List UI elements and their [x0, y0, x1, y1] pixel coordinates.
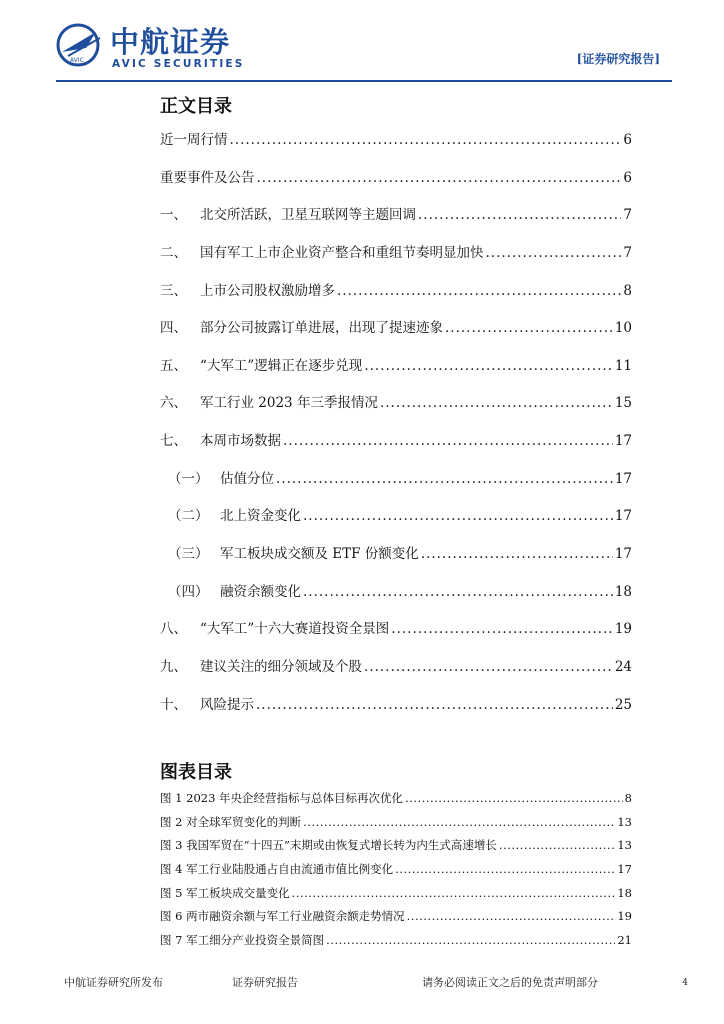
table-of-contents — [160, 128, 632, 730]
toc-entry-title: 国有军工上市企业资产整合和重组节奏明显加快 — [200, 244, 484, 261]
toc-entry-title: “大军工”十六大赛道投资全景图 — [200, 621, 390, 638]
dot-leader — [276, 471, 613, 487]
toc-entry[interactable] — [160, 542, 632, 580]
dot-leader — [364, 358, 613, 374]
toc-entry-title: “大军工”逻辑正在逐步兑现 — [200, 357, 363, 374]
toc-entry-number: （三） — [168, 546, 209, 563]
dot-leader — [256, 697, 613, 713]
figure-entry[interactable] — [160, 908, 632, 932]
figure-entry-page: 13 — [617, 814, 632, 829]
figure-entry-label: 图 3 我国军贸在“十四五”末期或由恢复式增长转为内生式高速增长 — [160, 838, 497, 853]
toc-entry-number: 六、 — [160, 395, 187, 412]
page-number: 4 — [682, 978, 688, 988]
toc-entry-page: 8 — [623, 282, 632, 299]
toc-entry-page: 6 — [623, 132, 632, 148]
toc-entry-title: 融资余额变化 — [220, 583, 301, 600]
figure-entry-page: 18 — [617, 885, 632, 900]
dot-leader — [326, 933, 615, 947]
toc-entry-number: 八、 — [160, 621, 187, 638]
figure-entry[interactable] — [160, 861, 632, 885]
figure-entry[interactable] — [160, 885, 632, 909]
figure-entry-label: 图 4 军工行业陆股通占自由流通市值比例变化 — [160, 862, 394, 877]
toc-entry-title: 重要事件及公告 — [160, 169, 255, 186]
dot-leader — [283, 433, 613, 449]
toc-entry-title: 上市公司股权激励增多 — [200, 282, 335, 299]
toc-entry[interactable] — [160, 504, 632, 542]
figure-entry-label: 图 1 2023 年央企经营指标与总体目标再次优化 — [160, 791, 404, 805]
dot-leader — [303, 508, 613, 524]
toc-entry-title: 北上资金变化 — [220, 508, 301, 525]
toc-entry-number: 二、 — [160, 244, 187, 261]
toc-entry-number: 十、 — [160, 696, 187, 713]
figure-list — [160, 790, 632, 956]
toc-entry[interactable] — [160, 655, 632, 693]
figure-entry-label: 图 7 军工细分产业投资全景简图 — [160, 933, 325, 948]
toc-entry-number: （四） — [168, 583, 209, 600]
dot-leader — [445, 320, 613, 336]
figure-entry[interactable] — [160, 837, 632, 861]
logo-chinese-text: 中航证券 — [110, 25, 231, 59]
toc-entry-number: （二） — [168, 508, 209, 525]
toc-entry-title: 估值分位 — [220, 470, 274, 487]
toc-entry[interactable] — [160, 467, 632, 505]
toc-entry-page: 7 — [623, 207, 632, 224]
dot-leader — [257, 170, 622, 186]
toc-entry-number: （一） — [168, 470, 209, 487]
toc-entry[interactable] — [160, 203, 632, 241]
figure-entry-page: 17 — [617, 862, 632, 877]
report-type-tag: [证券研究报告] — [576, 52, 660, 66]
toc-entry-title: 军工板块成交额及 ETF 份额变化 — [220, 546, 419, 563]
toc-entry[interactable] — [160, 429, 632, 467]
toc-heading: 正文目录 — [160, 96, 232, 117]
dot-leader — [499, 838, 615, 852]
footer-disclaimer: 请务必阅读正文之后的免责声明部分 — [422, 976, 598, 989]
toc-entry-page: 11 — [614, 357, 632, 374]
toc-entry[interactable] — [160, 241, 632, 279]
toc-entry[interactable] — [160, 316, 632, 354]
toc-entry[interactable] — [160, 166, 632, 204]
figure-entry-label: 图 6 两市融资余额与军工行业融资余额走势情况 — [160, 909, 405, 924]
toc-entry[interactable] — [160, 128, 632, 166]
dot-leader — [395, 862, 615, 876]
toc-entry[interactable] — [160, 354, 632, 392]
figure-entry-page: 8 — [624, 791, 632, 805]
toc-entry-page: 25 — [614, 696, 632, 713]
toc-entry[interactable] — [160, 279, 632, 317]
toc-entry-title: 本周市场数据 — [200, 433, 281, 450]
toc-entry-page: 19 — [614, 621, 632, 638]
avic-logo-icon — [56, 22, 104, 68]
dot-leader — [407, 909, 616, 923]
toc-entry-page: 17 — [614, 546, 632, 563]
dot-leader — [380, 395, 613, 411]
dot-leader — [337, 283, 621, 299]
toc-entry[interactable] — [160, 391, 632, 429]
toc-entry-number: 五、 — [160, 357, 187, 374]
toc-entry-page: 15 — [614, 395, 632, 412]
footer-publisher: 中航证券研究所发布 — [64, 976, 163, 989]
dot-leader — [364, 659, 613, 675]
footer-report-type: 证券研究报告 — [232, 976, 298, 989]
toc-entry-page: 17 — [614, 433, 632, 450]
dot-leader — [303, 584, 613, 600]
figure-list-heading: 图表目录 — [160, 762, 232, 783]
toc-entry[interactable] — [160, 617, 632, 655]
dot-leader — [421, 546, 613, 562]
toc-entry[interactable] — [160, 693, 632, 731]
toc-entry-page: 7 — [623, 244, 632, 261]
svg-text:AVIC: AVIC — [70, 57, 84, 64]
figure-entry-page: 21 — [617, 933, 632, 948]
figure-entry-page: 19 — [617, 909, 632, 924]
dot-leader — [391, 621, 613, 637]
toc-entry-page: 17 — [614, 508, 632, 525]
company-logo — [56, 20, 256, 72]
toc-entry-number: 九、 — [160, 658, 187, 675]
toc-entry-number: 四、 — [160, 320, 187, 337]
toc-entry-title: 建议关注的细分领域及个股 — [200, 658, 362, 675]
dot-leader — [292, 886, 616, 900]
toc-entry-page: 17 — [614, 470, 632, 487]
toc-entry-title: 风险提示 — [200, 696, 254, 713]
dot-leader — [303, 815, 615, 829]
figure-entry[interactable] — [160, 790, 632, 814]
figure-entry-label: 图 2 对全球军贸变化的判断 — [160, 814, 302, 829]
dot-leader — [405, 791, 623, 805]
toc-entry-number: 七、 — [160, 433, 187, 450]
figure-entry[interactable] — [160, 814, 632, 838]
figure-entry[interactable] — [160, 932, 632, 956]
dot-leader — [418, 207, 621, 223]
toc-entry-number: 三、 — [160, 282, 187, 299]
toc-entry-number: 一、 — [160, 207, 187, 224]
dot-leader — [230, 132, 622, 148]
toc-entry-title: 部分公司披露订单进展，出现了提速迹象 — [200, 320, 443, 337]
figure-entry-page: 13 — [617, 838, 632, 853]
toc-entry-page: 18 — [614, 583, 632, 600]
logo-english-text: AVIC SECURITIES — [112, 58, 245, 70]
toc-entry-title: 北交所活跃，卫星互联网等主题回调 — [200, 207, 416, 224]
header-divider — [56, 80, 672, 82]
dot-leader — [486, 245, 622, 261]
figure-entry-label: 图 5 军工板块成交量变化 — [160, 885, 290, 900]
toc-entry-title: 近一周行情 — [160, 132, 228, 148]
toc-entry-title: 军工行业 2023 年三季报情况 — [200, 395, 378, 412]
toc-entry-page: 6 — [623, 169, 632, 186]
toc-entry[interactable] — [160, 580, 632, 618]
toc-entry-page: 24 — [614, 658, 632, 675]
toc-entry-page: 10 — [614, 320, 632, 337]
